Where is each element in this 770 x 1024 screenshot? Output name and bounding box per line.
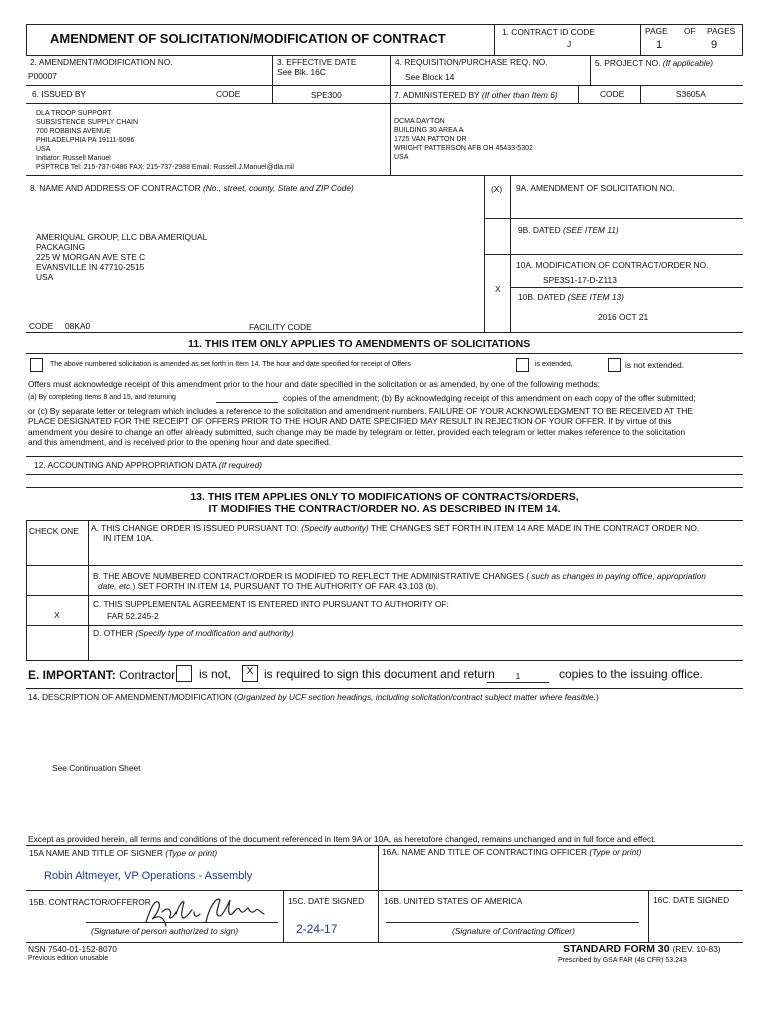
- rule: [590, 55, 591, 85]
- is-required-check-mark: X: [246, 666, 254, 677]
- effective-date-label: 3. EFFECTIVE DATE: [277, 57, 357, 67]
- item11-checkbox[interactable]: [30, 358, 43, 372]
- previous-edition: Previous edition unusable: [28, 955, 109, 962]
- not-extended-label: is not extended.: [625, 360, 685, 370]
- issued-by-line: PSPTRCB Tel: 215-737-0486 FAX: 215-737-2988 Email: Russell.J.Manuel@dla.mil: [36, 164, 294, 171]
- is-required-label: is required to sign this document and return: [264, 667, 495, 681]
- 10b-value: 2016 OCT 21: [598, 312, 649, 322]
- 10a-check-mark: X: [495, 284, 501, 294]
- item13-d-line1: D. OTHER (Specify type of modification and authority): [93, 628, 294, 638]
- 10a-label: 10A. MODIFICATION OF CONTRACT/ORDER NO.: [516, 260, 709, 270]
- rule-right-top: [742, 24, 743, 56]
- rule: [484, 218, 743, 219]
- contractor-line: AMERIQUAL GROUP, LLC DBA AMERIQUAL: [36, 232, 208, 242]
- issued-by-line: DLA TROOP SUPPORT: [36, 110, 112, 117]
- item11-line4: or (c) By separate letter or telegram which includes a reference to the solicitation and amendment numbers. FAILURE OF YOUR ACKNOWLEDGMENT TO BE RECEIVED AT THE: [28, 406, 693, 416]
- administered-by-line: 1725 VAN PATTON DR: [394, 136, 467, 143]
- issued-code-value: SPE300: [311, 90, 342, 100]
- issued-by-line: SUBSISTENCE SUPPLY CHAIN: [36, 119, 139, 126]
- rule: [578, 85, 579, 103]
- 9a-label: 9A. AMENDMENT OF SOLICITATION NO.: [516, 183, 675, 193]
- prescribed-by: Prescribed by GSA FAR (48 CFR) 53.243: [558, 957, 687, 964]
- is-not-checkbox[interactable]: [176, 665, 192, 682]
- item11-line3a: (a) By completing Items 8 and 15, and returning: [28, 394, 176, 401]
- nsn-number: NSN 7540-01-152-8070: [28, 944, 117, 954]
- contract-id-value: J: [567, 39, 572, 49]
- administered-by-line: USA: [394, 154, 409, 161]
- 16a-label: 16A. NAME AND TITLE OF CONTRACTING OFFICER (Type or print): [382, 847, 642, 857]
- contractor-line: PACKAGING: [36, 242, 86, 252]
- rule: [88, 520, 89, 660]
- x-column-label: (X): [491, 184, 503, 194]
- requisition-label: 4. REQUISITION/PURCHASE REQ. NO.: [395, 57, 548, 67]
- rule: [26, 520, 743, 521]
- contractor-line: 225 W MORGAN AVE STE C: [36, 252, 146, 262]
- administered-by-line: DCMA DAYTON: [394, 118, 445, 125]
- terms-statement: Except as provided herein, all terms and conditions of the document referenced in Item 9A or 10A, as heretofore changed, remains unchanged and in full force and effect.: [28, 834, 656, 844]
- total-pages: 9: [711, 39, 718, 51]
- rule: [648, 890, 649, 943]
- rule: [510, 287, 743, 288]
- rule: [26, 890, 743, 891]
- rule: [272, 55, 273, 85]
- item13-a-line1: A. THIS CHANGE ORDER IS ISSUED PURSUANT TO: (Specify authority) THE CHANGES SET FORTH IN ITEM 14 ARE MADE IN THE CONTRACT ORDER NO.: [91, 523, 700, 533]
- rule: [26, 565, 743, 566]
- item11-title: 11. THIS ITEM ONLY APPLIES TO AMENDMENTS OF SOLICITATIONS: [188, 338, 531, 350]
- item14-label: 14. DESCRIPTION OF AMENDMENT/MODIFICATION (Organized by UCF section headings, including solicitation/contract subject matter where feasible.): [28, 692, 599, 702]
- administered-by-line: BUILDING 30 AREA A: [394, 127, 464, 134]
- pages-label: PAGES: [707, 26, 736, 36]
- item11-line2: Offers must acknowledge receipt of this amendment prior to the hour and date specified in the solicitation or as amended, by one of the following methods:: [28, 379, 600, 389]
- 16b-label: 16B. UNITED STATES OF AMERICA: [384, 896, 523, 906]
- item12-label: 12. ACCOUNTING AND APPROPRIATION DATA (If required): [34, 460, 263, 470]
- issued-by-line: 700 ROBBINS AVENUE: [36, 128, 111, 135]
- project-no-label: 5. PROJECT NO. (If applicable): [595, 58, 714, 68]
- page-label: PAGE: [645, 26, 668, 36]
- copies-field-line: [487, 682, 549, 683]
- item13-a-line2: IN ITEM 10A.: [103, 533, 154, 543]
- rule: [26, 595, 743, 596]
- issued-by-label: 6. ISSUED BY: [32, 89, 86, 99]
- item13-c-line1: C. THIS SUPPLEMENTAL AGREEMENT IS ENTERED INTO PURSUANT TO AUTHORITY OF:: [93, 599, 449, 609]
- rule: [378, 845, 379, 943]
- item11-line5: PLACE DESIGNATED FOR THE RECEIPT OF OFFERS PRIOR TO THE HOUR AND DATE SPECIFIED MAY RESULT IN REJECTION OF YOUR OFFER. If by virtue of this: [28, 416, 672, 426]
- 10b-label: 10B. DATED (SEE ITEM 13): [518, 292, 624, 302]
- contractor-label: 8. NAME AND ADDRESS OF CONTRACTOR (No., street, county, State and ZIP Code): [30, 183, 354, 193]
- copies-value[interactable]: 1: [515, 671, 521, 681]
- contractor-code-value: 08KA0: [65, 321, 91, 331]
- rule: [26, 175, 743, 176]
- rule: [390, 55, 391, 85]
- 15b-signature-caption: (Signature of person authorized to sign): [91, 926, 239, 936]
- item14-body: See Continuation Sheet: [52, 763, 141, 773]
- issued-by-line: USA: [36, 146, 51, 153]
- amendment-no-label: 2. AMENDMENT/MODIFICATION NO.: [30, 57, 173, 67]
- item13-title-line2: IT MODIFIES THE CONTRACT/ORDER NO. AS DESCRIBED IN ITEM 14.: [208, 503, 561, 515]
- rule: [26, 55, 743, 56]
- 9b-label: 9B. DATED (SEE ITEM 11): [518, 225, 619, 235]
- check-one-label: CHECK ONE: [29, 526, 79, 536]
- rule: [494, 24, 495, 56]
- rule: [26, 660, 743, 661]
- rule: [26, 845, 743, 846]
- issued-code-label: CODE: [216, 89, 241, 99]
- contractor-line: EVANSVILLE IN 47710-2515: [36, 262, 145, 272]
- rule: [26, 688, 743, 689]
- rule: [26, 474, 743, 475]
- admin-code-value: S3605A: [676, 89, 706, 99]
- rule: [283, 890, 284, 943]
- rule: [26, 353, 743, 354]
- item13-c-check-mark: X: [54, 610, 60, 620]
- item11-line7: and this amendment, and is received prior to the opening hour and date specified.: [28, 437, 332, 447]
- rule: [272, 85, 273, 103]
- rule: [26, 332, 743, 333]
- rule: [640, 24, 641, 56]
- 10a-value: SPE3S1-17-D-Z113: [543, 275, 617, 285]
- not-extended-checkbox[interactable]: [608, 358, 621, 372]
- is-not-label: is not,: [199, 667, 232, 681]
- rule: [484, 254, 743, 255]
- form-title: AMENDMENT OF SOLICITATION/MODIFICATION OF CONTRACT: [50, 31, 446, 46]
- contractor-line: USA: [36, 272, 54, 282]
- issued-by-line: PHILADELPHIA PA 19111-5096: [36, 137, 135, 144]
- rule: [26, 103, 743, 104]
- effective-date-value: See Blk. 16C: [277, 67, 326, 77]
- 16b-signature-line: [386, 922, 639, 923]
- rule-top: [26, 24, 743, 25]
- contractor-code-label: CODE: [29, 321, 54, 331]
- item13-title-line1: 13. THIS ITEM APPLIES ONLY TO MODIFICATIONS OF CONTRACTS/ORDERS,: [190, 491, 579, 503]
- item13-c-line2: FAR 52.245-2: [107, 611, 159, 621]
- rule: [26, 520, 27, 660]
- rule: [390, 85, 391, 175]
- item11-line6: amendment you desire to change an offer already submitted, such change may be made by telegram or letter, provided each telegram or letter makes reference to the solicitation: [28, 427, 686, 437]
- standard-form-label: STANDARD FORM 30 (REV. 10-83): [563, 943, 721, 955]
- item13-b-line2: date, etc.) SET FORTH IN ITEM 14, PURSUANT TO THE AUTHORITY OF FAR 43.103 (b).: [98, 581, 439, 591]
- admin-code-label: CODE: [600, 89, 625, 99]
- page-number: 1: [656, 39, 663, 51]
- signer-name-title: Robin Altmeyer, VP Operations - Assembly: [44, 870, 253, 882]
- requisition-value: See Block 14: [405, 72, 455, 82]
- 15b-label: 15B. CONTRACTOR/OFFEROR: [29, 897, 151, 907]
- rule: [26, 487, 743, 488]
- rule-left-top: [26, 24, 27, 56]
- contract-id-label: 1. CONTRACT ID CODE: [502, 27, 595, 37]
- item11-line1: The above numbered solicitation is amended as set forth in Item 14. The hour and date specified for receipt of Offers: [50, 361, 411, 368]
- amendment-no-value: P00007: [28, 71, 57, 81]
- rule: [640, 85, 641, 103]
- copies-blank: [216, 402, 278, 403]
- rule: [26, 85, 743, 86]
- administered-by-line: WRIGHT PATTERSON AFB OH 45433-5302: [394, 145, 533, 152]
- facility-code-label: FACILITY CODE: [249, 322, 312, 332]
- item11-line3b: copies of the amendment; (b) By acknowledging receipt of this amendment on each copy of the offer submitted;: [283, 393, 696, 403]
- 15c-label: 15C. DATE SIGNED: [288, 896, 365, 906]
- date-signed-15c: 2-24-17: [296, 922, 338, 936]
- important-label: E. IMPORTANT: Contractor: [28, 668, 176, 682]
- rule: [26, 456, 743, 457]
- copies-label: copies to the issuing office.: [559, 667, 703, 681]
- rule: [26, 625, 743, 626]
- administered-by-label: 7. ADMINISTERED BY (If other than Item 6): [394, 90, 558, 100]
- issued-by-line: Initiator: Russell Manuel: [36, 155, 111, 162]
- is-extended-label: is extended,: [535, 361, 573, 368]
- of-label: OF: [684, 26, 696, 36]
- 16c-label: 16C. DATE SIGNED: [653, 895, 730, 905]
- 16b-signature-caption: (Signature of Contracting Officer): [452, 926, 575, 936]
- item13-b-line1: B. THE ABOVE NUMBERED CONTRACT/ORDER IS MODIFIED TO REFLECT THE ADMINISTRATIVE CHANGES ( such as changes in paying office, appropriation: [93, 571, 706, 581]
- 15a-label: 15A NAME AND TITLE OF SIGNER (Type or print): [29, 848, 218, 858]
- extended-checkbox[interactable]: [516, 358, 529, 372]
